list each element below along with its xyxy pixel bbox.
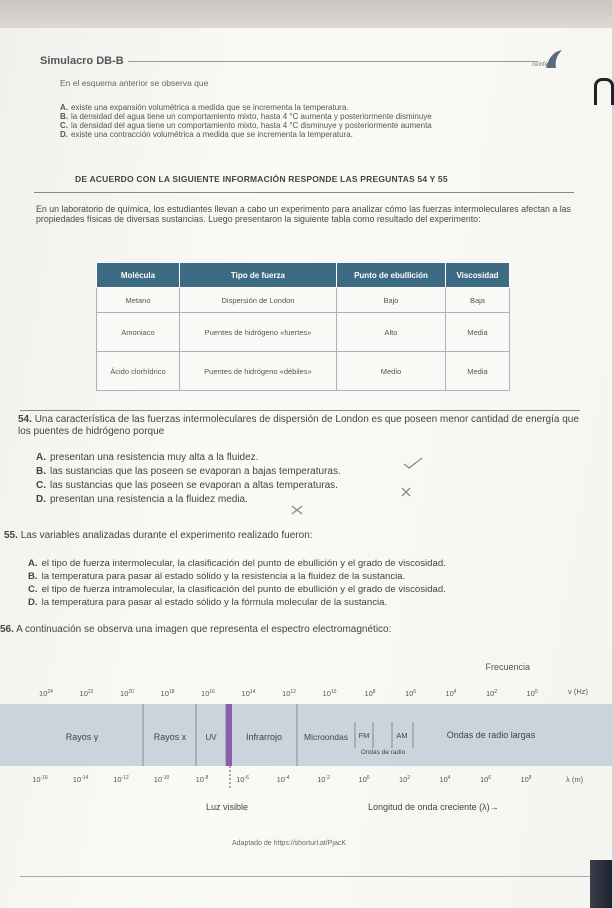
- logo-text: ceinfes: [532, 62, 552, 68]
- wavelength-unit: λ (m): [566, 775, 584, 784]
- section-divider: [34, 192, 574, 193]
- wavelength-title: Longitud de onda creciente (λ)→: [368, 802, 499, 812]
- cross-icon: [400, 486, 412, 498]
- table-header-row: [97, 263, 510, 288]
- frequency-tick-label: $10^{10}$: [322, 689, 337, 698]
- band-am: AM: [396, 731, 408, 740]
- question-54: [18, 414, 588, 438]
- wavelength-tick-label: $10^{-12}$: [113, 775, 129, 784]
- q55-option-d[interactable]: D. la temperatura para pasar al estado sólido y la fórmula molecular de la sustancia.: [28, 597, 388, 608]
- band-uv: UV: [205, 733, 217, 742]
- wavelength-tick-label: $10^{-6}$: [236, 775, 249, 784]
- frequency-tick-label: $10^8$: [364, 689, 376, 698]
- context-paragraph: En un laboratorio de química, los estudiantes llevan a cabo un experimento para analizar cómo las fuerzas intermoleculares afectan a las propiedades físicas de diversas sustancias. Luego presentaron la siguiente tabla como resultado del experimento:: [36, 204, 571, 224]
- question-text: A continuación se observa una imagen que representa el espectro electromagnético:: [16, 624, 392, 635]
- band-gamma: Rayos γ: [65, 732, 99, 742]
- q54-option-a[interactable]: A. presentan una resistencia muy alta a la fluidez.: [36, 452, 259, 463]
- frequency-unit: ν (Hz): [568, 687, 588, 696]
- source-caption: Adaptado de https://shorturl.at/PjacK: [232, 840, 347, 847]
- binder-edge: [590, 860, 612, 908]
- band-long-radio: Ondas de radio largas: [446, 730, 536, 740]
- question-number: 54.: [18, 414, 32, 425]
- band-radio-waves: Ondas de radio: [360, 749, 406, 756]
- wavelength-tick-label: $10^6$: [479, 775, 492, 784]
- document-page: [0, 28, 612, 908]
- wavelength-tick-label: $10^{-2}$: [317, 775, 330, 784]
- table-header: Viscosidad: [445, 263, 509, 288]
- exam-title: Simulacro DB-B: [40, 55, 124, 67]
- question-number: 55.: [4, 530, 18, 541]
- frequency-tick-label: $10^{18}$: [160, 689, 175, 698]
- frequency-tick-label: $10^6$: [404, 689, 417, 698]
- visible-light-label: Luz visible: [206, 802, 249, 812]
- question-number: 56.: [0, 624, 14, 635]
- prev-option-c[interactable]: C. la densidad del agua tiene un comportamiento mixto, hasta 4 °C disminuye y posteriormente aumenta: [60, 121, 432, 130]
- wavelength-tick-label: $10^{-16}$: [32, 775, 48, 784]
- wavelength-tick-label: $10^{-8}$: [195, 775, 209, 784]
- table-cell: Amoniaco: [97, 313, 180, 352]
- frequency-tick-label: $10^{22}$: [79, 689, 94, 698]
- table-row: [97, 288, 510, 313]
- band-xray: Rayos x: [153, 732, 187, 742]
- results-table: [96, 262, 510, 391]
- frequency-tick-label: $10^0$: [526, 689, 538, 698]
- wavelength-tick-label: $10^2$: [398, 775, 411, 784]
- wavelength-tick-label: $10^8$: [520, 775, 532, 784]
- question-56: [0, 624, 391, 636]
- question-55: [4, 530, 313, 542]
- frequency-tick-label: $10^{20}$: [120, 689, 134, 698]
- cross-icon: [290, 504, 304, 516]
- page-corner-mark: [594, 78, 614, 105]
- wavelength-tick-label: $10^{-4}$: [276, 775, 290, 784]
- question-text: Las variables analizadas durante el experimento realizado fueron:: [20, 530, 313, 541]
- band-infrared: Infrarrojo: [245, 732, 283, 742]
- table-header: Molécula: [97, 263, 180, 288]
- checkmark-icon: [402, 456, 424, 470]
- table-cell: Bajo: [336, 288, 445, 313]
- wavelength-tick-label: $10^4$: [439, 775, 451, 784]
- table-cell: Puentes de hidrógeno «fuertes»: [179, 313, 336, 352]
- section-heading: DE ACUERDO CON LA SIGUIENTE INFORMACIÓN RESPONDE LAS PREGUNTAS 54 Y 55: [75, 174, 448, 184]
- table-cell: Medio: [336, 352, 445, 391]
- prev-option-b[interactable]: B. la densidad del agua tiene un comportamiento mixto, hasta 4 °C aumenta y posteriormente disminuye: [60, 112, 432, 121]
- q54-option-b[interactable]: B. las sustancias que las poseen se evaporan a bajas temperaturas.: [36, 466, 341, 477]
- frequency-tick-label: $10^{16}$: [201, 689, 215, 698]
- q55-option-b[interactable]: B. la temperatura para pasar al estado sólido y la resistencia a la fluidez de la sustancia.: [28, 571, 406, 582]
- table-divider: [20, 410, 580, 411]
- visible-light-band: [226, 704, 232, 766]
- table-cell: Baja: [445, 288, 509, 313]
- table-header: Tipo de fuerza: [179, 263, 336, 288]
- table-cell: Puentes de hidrógeno «débiles»: [179, 352, 336, 391]
- table-cell: Ácido clorhídrico: [97, 352, 180, 391]
- frequency-tick-label: $10^{14}$: [241, 689, 256, 698]
- band-microwave: Microondas: [304, 732, 348, 742]
- frequency-title: Frecuencia: [485, 662, 530, 672]
- frequency-ticks: [39, 689, 538, 698]
- page-top-shadow: [0, 0, 612, 28]
- wavelength-tick-label: $10^0$: [358, 775, 370, 784]
- q55-option-c[interactable]: C. el tipo de fuerza intramolecular, la clasificación del punto de ebullición y el grado de viscosidad.: [28, 584, 446, 595]
- question-text: Una característica de las fuerzas intermoleculares de dispersión de London es que poseen menor cantidad de energía que los puentes de hidrógeno porque: [18, 414, 579, 437]
- band-fm: FM: [358, 731, 370, 740]
- table-cell: Media: [445, 313, 509, 352]
- table-cell: Alto: [336, 313, 445, 352]
- table-row: [97, 352, 510, 391]
- q54-option-d[interactable]: D. presentan una resistencia a la fluidez media.: [36, 494, 248, 505]
- wavelength-tick-label: $10^{-14}$: [72, 775, 89, 784]
- table-cell: Dispersión de London: [179, 288, 336, 313]
- table-cell: Metano: [97, 288, 180, 313]
- frequency-tick-label: $10^{12}$: [282, 689, 296, 698]
- header-divider: [128, 61, 538, 62]
- prev-question-intro: En el esquema anterior se observa que: [60, 78, 209, 88]
- em-spectrum-diagram: [0, 662, 612, 838]
- frequency-tick-label: $10^2$: [485, 689, 498, 698]
- footer-divider: [20, 876, 612, 877]
- table-row: [97, 313, 510, 352]
- prev-option-a[interactable]: A. existe una expansión volumétrica a medida que se incrementa la temperatura.: [60, 103, 349, 112]
- wavelength-ticks: [32, 775, 532, 784]
- frequency-tick-label: $10^4$: [445, 689, 457, 698]
- q55-option-a[interactable]: A. el tipo de fuerza intermolecular, la clasificación del punto de ebullición y el grado de viscosidad.: [28, 558, 446, 569]
- table-cell: Media: [445, 352, 509, 391]
- table-header: Punto de ebullición: [336, 263, 445, 288]
- prev-option-d[interactable]: D. existe una contracción volumétrica a medida que se incrementa la temperatura.: [60, 130, 353, 139]
- q54-option-c[interactable]: C. las sustancias que las poseen se evaporan a altas temperaturas.: [36, 480, 338, 491]
- wavelength-tick-label: $10^{-10}$: [153, 775, 170, 784]
- frequency-tick-label: $10^{24}$: [39, 689, 53, 698]
